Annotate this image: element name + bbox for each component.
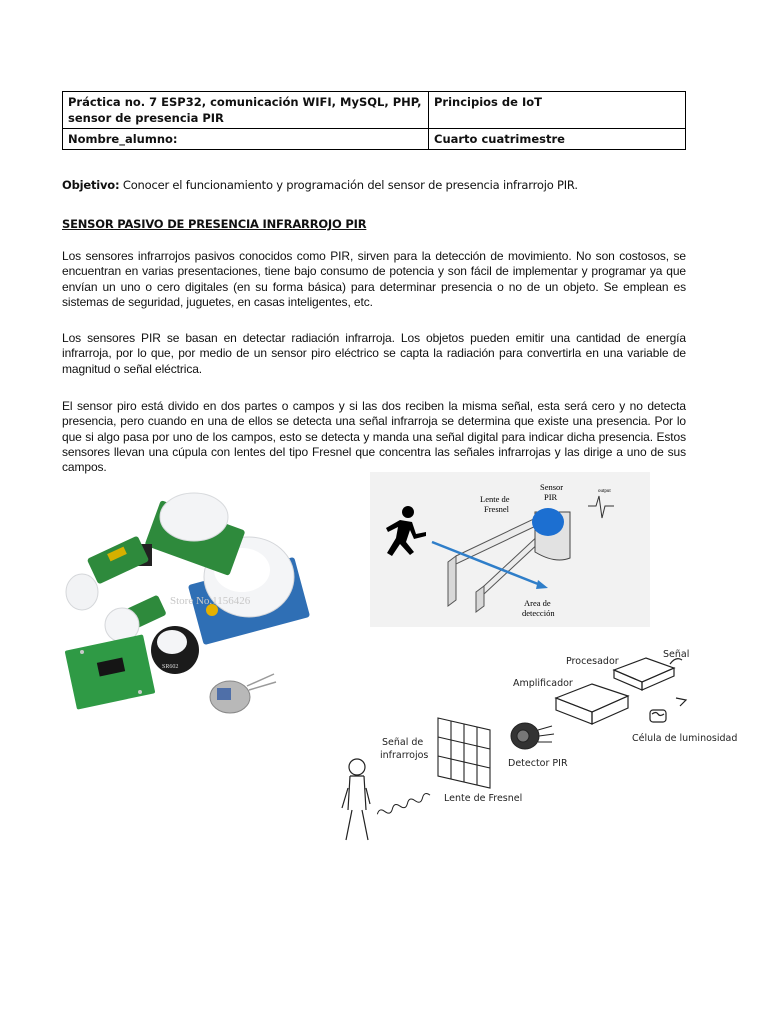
area-label-2: detección: [522, 608, 555, 618]
fresnel-lens-icon: [438, 718, 490, 788]
ir-signal-label-2: infrarrojos: [380, 750, 429, 761]
area-label-1: Area de: [524, 598, 551, 608]
practice-title-cell: Práctica no. 7 ESP32, comunicación WIFI, MySQL, PHP, sensor de presencia PIR: [63, 92, 429, 129]
sr602-module: [151, 626, 199, 674]
light-cell-label: Célula de luminosidad: [632, 733, 738, 744]
bare-pcb: [65, 634, 156, 709]
person-icon: [342, 759, 370, 840]
paragraph: Los sensores PIR se basan en detectar radiación infrarroja. Los objetos pueden emitir una cantidad de energía infrarroja, por lo que, por medio de un sensor piro eléctrico se capta la radiación para convertirla en una variable de magnitud o señal eléctrica.: [62, 331, 686, 376]
light-cell-icon: [650, 698, 686, 722]
watermark-text: Store No.1156426: [170, 595, 251, 607]
student-name-cell: Nombre_alumno:: [63, 129, 429, 150]
pyro-sensor-can: [210, 674, 276, 713]
section-title: SENSOR PASIVO DE PRESENCIA INFRARROJO PIR: [62, 217, 367, 231]
pir-module-top: [138, 493, 245, 576]
sensor-label-2: PIR: [544, 492, 558, 502]
sensor-label-1: Sensor: [540, 482, 564, 492]
output-label: output: [598, 489, 611, 494]
paragraph: El sensor piro está divido en dos partes o campos y si las dos reciben la misma señal, esta será cero y no detecta presencia, pero cuando en una de ellos se detecta una señal infrarroja se determina que existe una presencia. Por lo que si algo pasa por uno de los campos, esto se detecta y manda una señal digital para indicar dicha presencia. Estos sensores llevan una cúpula con lentes del tipo Fresnel que concentra las señales infrarrojas y las dirige a uno de sus campos.: [62, 399, 686, 475]
lens-label-1: Lente de: [480, 494, 510, 504]
objective-text: Conocer el funcionamiento y programación del sensor de presencia infrarrojo PIR.: [122, 178, 578, 192]
course-cell: Principios de IoT: [429, 92, 686, 129]
lens-label-2: Fresnel: [484, 504, 510, 514]
amplifier-block: [556, 684, 628, 724]
header-table: [62, 91, 686, 150]
chip-label: SR602: [162, 664, 179, 670]
term-cell: Cuarto cuatrimestre: [429, 129, 686, 150]
amplifier-label: Amplificador: [513, 678, 573, 689]
ir-signal-label-1: Señal de: [382, 737, 424, 748]
fresnel-detection-diagram: [370, 472, 650, 627]
pir-sensors-photo: [62, 492, 316, 722]
objective-label: Objetivo:: [62, 178, 120, 192]
processor-block: [614, 658, 674, 690]
lens-label: Lente de Fresnel: [444, 793, 523, 804]
processor-label: Procesador: [566, 656, 619, 667]
paragraph: Los sensores infrarrojos pasivos conocidos como PIR, sirven para la detección de movimiento. No son costosos, se encuentran en varias presentaciones, tiene bajo consumo de potencia y son fácil de implementar y programar ya que envían un uno o cero digitales (en su forma básica) para determinar presencia o no de un objeto. Se emplean es sistemas de seguridad, juguetes, en casas inteligentes, etc.: [62, 249, 686, 309]
pir-module-small: [66, 535, 149, 610]
pir-detector-icon: [511, 723, 554, 749]
detector-label: Detector PIR: [508, 758, 568, 769]
pir-block-diagram: [330, 640, 750, 850]
signal-label: Señal: [663, 649, 690, 660]
objective: [62, 178, 702, 192]
